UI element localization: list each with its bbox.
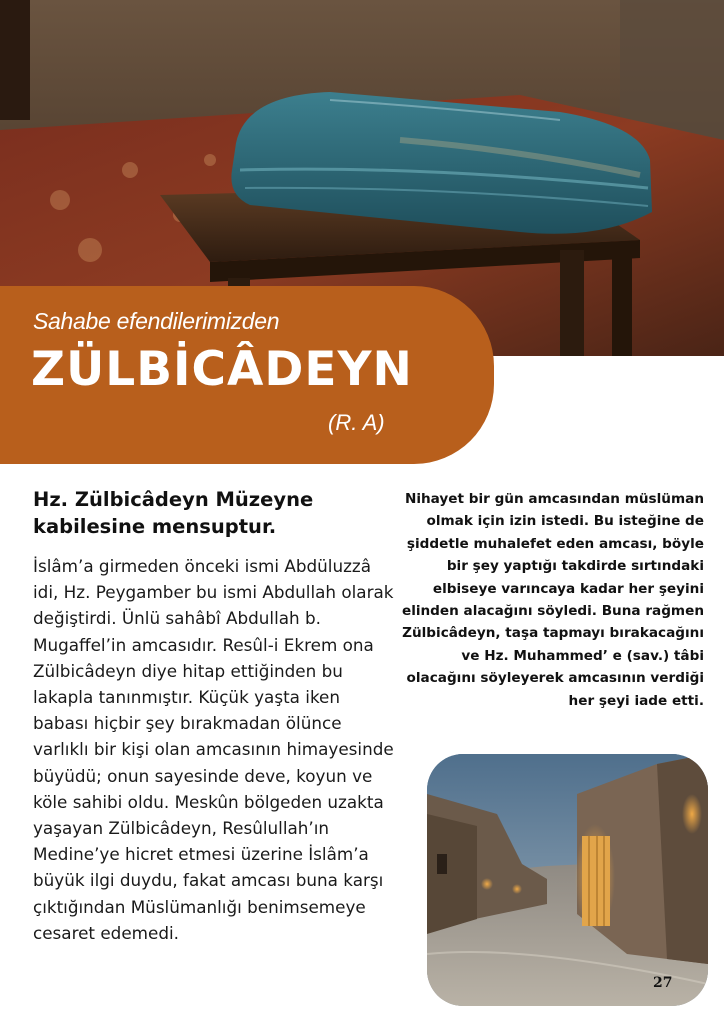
honorific-label: (R. A) (328, 410, 385, 435)
body-paragraph-left: İslâm’a girmeden önceki ismi Abdüluzzâ idi, Hz. Peygamber bu ismi Abdullah olarak değiştirdi. Ünlü sahâbî Abdullah b. Mugaffel’in amcasıdır. Resûl-i Ekrem ona Zülbicâdeyn diye hitap ettiğinden bu lakapla tanınmıştır. Küçük yaşta iken babası hiçbir şey bırakmadan ölünce varlıklı bir kişi olan amcasının himayesinde büyüdü; onun sayesinde deve, koyun ve köle sahibi oldu. Meskûn bölgeden uzakta yaşayan Zülbicâdeyn, Resûlullah’ın Medine’ye hicret etmesi üzerine İslâm’a büyük ilgi duydu, fakat amcası buna karşı çıktığından Müslümanlığı benimsemeye cesaret edemedi. (33, 556, 394, 943)
village-alley-illustration (427, 754, 708, 1006)
page-number: 27 (653, 975, 673, 991)
body-paragraph-right: Nihayet bir gün amcasından müslüman olmak için izin istedi. Bu isteğine de şiddetle muhalefet eden amcası, böyle bir şey yaptığı takdirde sırtındaki elbiseye varıncaya kadar her şeyini elinden alacağını söyledi. Buna rağmen Zülbicâdeyn, taşa tapmayı bırakacağını ve Hz. Muhammed’ e (sav.) tâbi olacağını söyleyerek amcasının verdiği her şeyi iade etti. (401, 491, 704, 709)
village-photo (427, 754, 708, 1006)
page-subtitle: Sahabe efendilerimizden (33, 308, 280, 334)
lead-paragraph: Hz. Zülbicâdeyn Müzeyne kabilesine mensuptur. (33, 488, 314, 538)
page-title: ZÜLBİCÂDEYN (31, 342, 413, 397)
